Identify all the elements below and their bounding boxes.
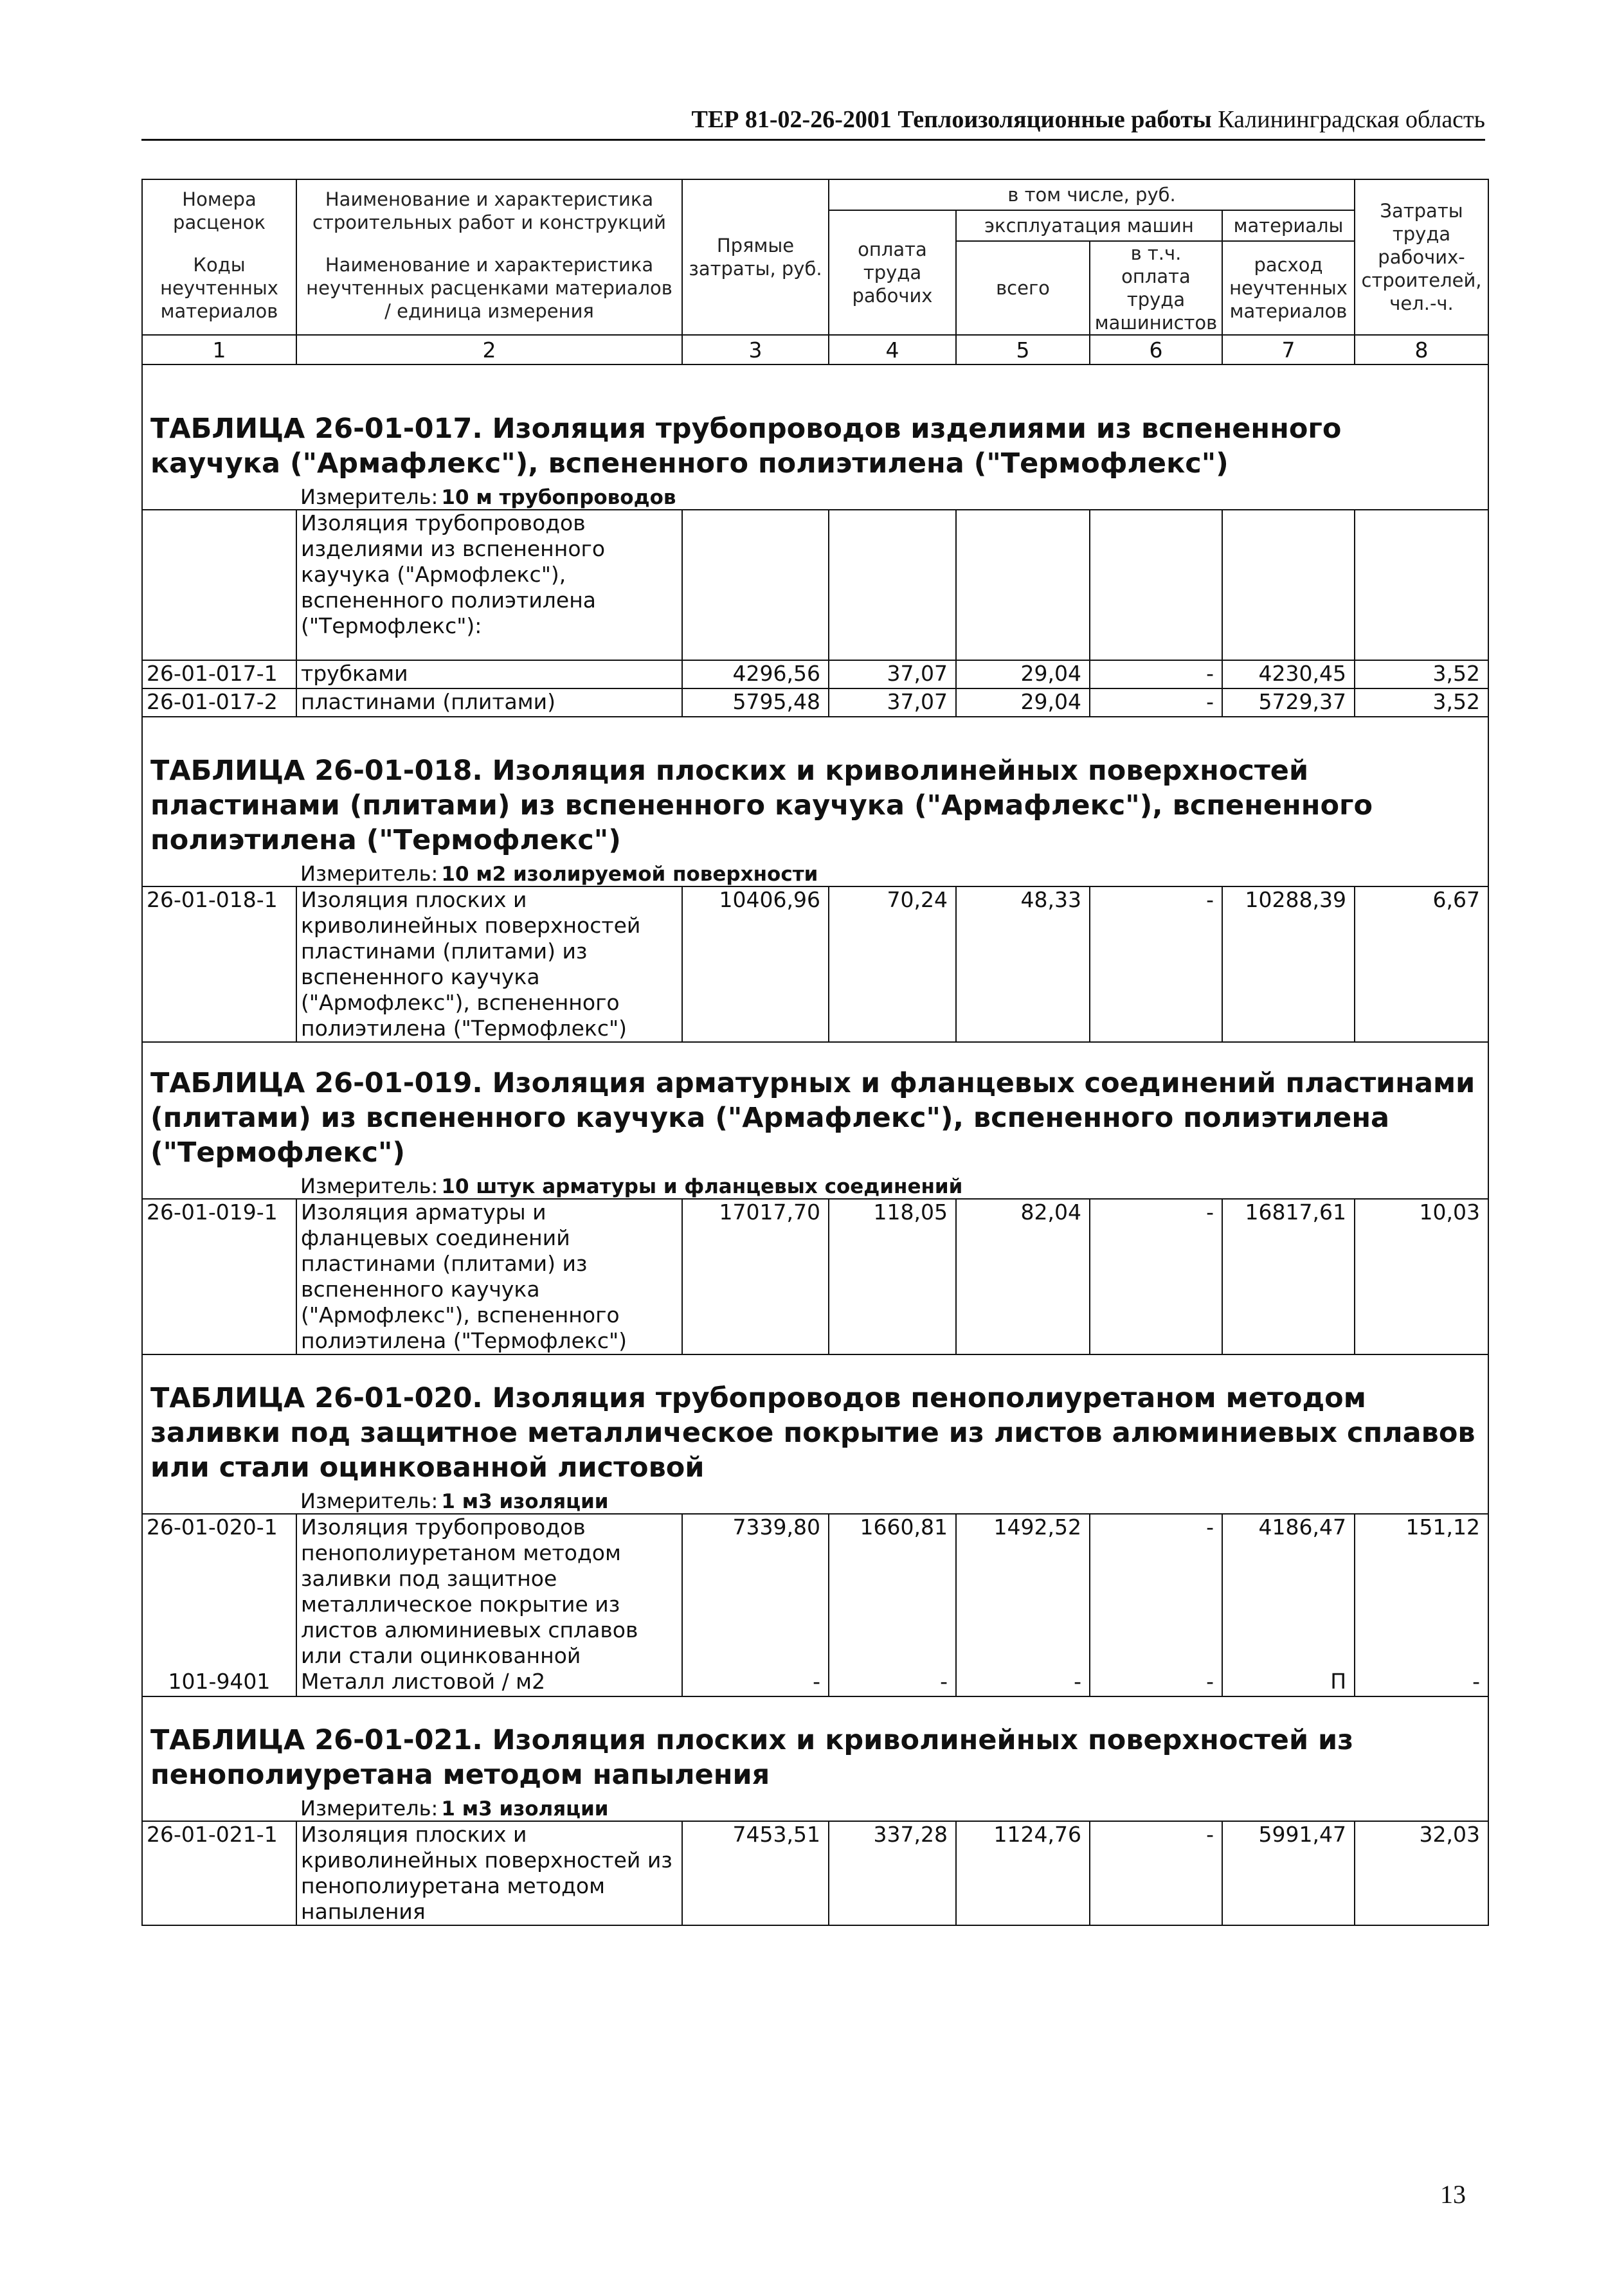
section-26-01-021 bbox=[142, 1696, 1488, 1792]
rate-code: 26-01-019-1 bbox=[142, 1199, 296, 1354]
material-code: 101-9401 bbox=[142, 1669, 296, 1696]
direct-costs: 5795,48 bbox=[682, 688, 829, 717]
rate-code: 26-01-020-1 bbox=[142, 1514, 296, 1669]
material-usage: 4230,45 bbox=[1222, 660, 1355, 688]
column-number: 7 bbox=[1222, 335, 1355, 364]
rate-name: Изоляция арматуры и фланцевых соединений пластинами (плитами) из вспененного каучука ("Армофлекс"), вспененного полиэтилена ("Термофлекс") bbox=[296, 1199, 682, 1354]
material-usage: 5729,37 bbox=[1222, 688, 1355, 717]
table-row bbox=[142, 1514, 1488, 1669]
section-26-01-018 bbox=[142, 717, 1488, 858]
table-row bbox=[142, 1669, 1488, 1696]
machines-total: 1492,52 bbox=[956, 1514, 1090, 1669]
table-row bbox=[142, 1199, 1488, 1354]
measure-label: Измеритель: bbox=[300, 1489, 438, 1513]
table-row bbox=[142, 510, 1488, 660]
worker-pay: - bbox=[829, 1669, 956, 1696]
rate-code: 26-01-021-1 bbox=[142, 1821, 296, 1925]
column-number: 1 bbox=[142, 335, 296, 364]
col-header-materials: материалы bbox=[1222, 210, 1355, 241]
direct-costs: 4296,56 bbox=[682, 660, 829, 688]
measure-label: Измеритель: bbox=[300, 1174, 438, 1198]
rate-code: 26-01-017-2 bbox=[142, 688, 296, 717]
col-header-material-codes: Коды неучтенных материалов bbox=[142, 241, 296, 335]
section-title: ТАБЛИЦА 26-01-017. Изоляция трубопроводов изделиями из вспененного каучука ("Армафлекс"), вспененного полиэтилена ("Термофлекс") bbox=[150, 413, 1342, 480]
col-header-rate-numbers: Номера расценок bbox=[142, 179, 296, 241]
labor-hours: 3,52 bbox=[1355, 660, 1488, 688]
section-title: ТАБЛИЦА 26-01-021. Изоляция плоских и криволинейных поверхностей из пенополиуретана методом напыления bbox=[150, 1724, 1354, 1791]
col-header-work-name: Наименование и характеристика строительных работ и конструкций bbox=[296, 179, 682, 241]
header-doc-code: ТЕР 81-02-26-2001 Теплоизоляционные работы bbox=[691, 106, 1212, 133]
material-name: Металл листовой / м2 bbox=[296, 1669, 682, 1696]
page-number: 13 bbox=[1440, 2180, 1466, 2209]
machinist-pay: - bbox=[1090, 1514, 1222, 1669]
machinist-pay: - bbox=[1090, 688, 1222, 717]
col-header-material-usage: расход неучтенных материалов bbox=[1222, 241, 1355, 335]
section-26-01-019 bbox=[142, 1042, 1488, 1170]
direct-costs: 10406,96 bbox=[682, 886, 829, 1042]
price-table bbox=[141, 179, 1489, 1926]
machines-total: 48,33 bbox=[956, 886, 1090, 1042]
labor-hours: 10,03 bbox=[1355, 1199, 1488, 1354]
machines-total: - bbox=[956, 1669, 1090, 1696]
labor-hours: 6,67 bbox=[1355, 886, 1488, 1042]
section-26-01-020 bbox=[142, 1354, 1488, 1485]
worker-pay: 70,24 bbox=[829, 886, 956, 1042]
measure-label: Измеритель: bbox=[300, 485, 438, 509]
section-title: ТАБЛИЦА 26-01-019. Изоляция арматурных и фланцевых соединений пластинами (плитами) из вспененного каучука ("Армафлекс"), вспененного полиэтилена ("Термофлекс") bbox=[150, 1067, 1475, 1169]
material-usage: 16817,61 bbox=[1222, 1199, 1355, 1354]
machines-total: 29,04 bbox=[956, 660, 1090, 688]
direct-costs: 7453,51 bbox=[682, 1821, 829, 1925]
rate-name: пластинами (плитами) bbox=[296, 688, 682, 717]
worker-pay: 37,07 bbox=[829, 688, 956, 717]
machines-total: 29,04 bbox=[956, 688, 1090, 717]
running-header bbox=[141, 103, 1485, 141]
table-row bbox=[142, 1821, 1488, 1925]
labor-hours: 151,12 bbox=[1355, 1514, 1488, 1669]
group-description: Изоляция трубопроводов изделиями из вспененного каучука ("Армофлекс"), вспененного полиэтилена ("Термофлекс"): bbox=[296, 510, 682, 660]
col-header-machinist-pay: в т.ч. оплата труда машинистов bbox=[1090, 241, 1222, 335]
col-header-labor: Затраты труда рабочих-строителей, чел.-ч. bbox=[1355, 179, 1488, 335]
measure-label: Измеритель: bbox=[300, 1796, 438, 1821]
measure-unit: 10 м2 изолируемой поверхности bbox=[441, 863, 818, 886]
section-title: ТАБЛИЦА 26-01-018. Изоляция плоских и криволинейных поверхностей пластинами (плитами) из вспененного каучука ("Армафлекс"), вспененного полиэтилена ("Термофлекс") bbox=[150, 755, 1373, 856]
col-header-including: в том числе, руб. bbox=[829, 179, 1355, 210]
material-usage: 4186,47 bbox=[1222, 1514, 1355, 1669]
measure-unit: 10 м трубопроводов bbox=[441, 486, 676, 509]
rate-code: 26-01-017-1 bbox=[142, 660, 296, 688]
labor-hours: - bbox=[1355, 1669, 1488, 1696]
column-number: 2 bbox=[296, 335, 682, 364]
table-row bbox=[142, 688, 1488, 717]
worker-pay: 37,07 bbox=[829, 660, 956, 688]
direct-costs: 17017,70 bbox=[682, 1199, 829, 1354]
machines-total: 82,04 bbox=[956, 1199, 1090, 1354]
column-number: 6 bbox=[1090, 335, 1222, 364]
measure-unit: 1 м3 изоляции bbox=[441, 1490, 609, 1513]
section-26-01-017 bbox=[142, 397, 1488, 481]
machines-total: 1124,76 bbox=[956, 1821, 1090, 1925]
rate-code: 26-01-018-1 bbox=[142, 886, 296, 1042]
rate-name: Изоляция плоских и криволинейных поверхностей из пенополиуретана методом напыления bbox=[296, 1821, 682, 1925]
col-header-machines: эксплуатация машин bbox=[956, 210, 1222, 241]
col-header-direct-costs: Прямые затраты, руб. bbox=[682, 179, 829, 335]
labor-hours: 32,03 bbox=[1355, 1821, 1488, 1925]
header-region: Калининградская область bbox=[1218, 106, 1485, 133]
col-header-worker-pay: оплата труда рабочих bbox=[829, 210, 956, 335]
labor-hours: 3,52 bbox=[1355, 688, 1488, 717]
machinist-pay: - bbox=[1090, 1669, 1222, 1696]
col-header-machines-total: всего bbox=[956, 241, 1090, 335]
table-row bbox=[142, 886, 1488, 1042]
table-row bbox=[142, 660, 1488, 688]
machinist-pay: - bbox=[1090, 660, 1222, 688]
section-title: ТАБЛИЦА 26-01-020. Изоляция трубопроводов пенополиуретаном методом заливки под защитное металлическое покрытие из листов алюминиевых сплавов или стали оцинкованной листовой bbox=[150, 1382, 1475, 1484]
column-number: 5 bbox=[956, 335, 1090, 364]
machinist-pay: - bbox=[1090, 886, 1222, 1042]
machinist-pay: - bbox=[1090, 1199, 1222, 1354]
column-number: 3 bbox=[682, 335, 829, 364]
material-usage: 5991,47 bbox=[1222, 1821, 1355, 1925]
worker-pay: 1660,81 bbox=[829, 1514, 956, 1669]
measure-unit: 1 м3 изоляции bbox=[441, 1797, 609, 1821]
column-number: 4 bbox=[829, 335, 956, 364]
rate-name: Изоляция трубопроводов пенополиуретаном методом заливки под защитное металлическое покрытие из листов алюминиевых сплавов или стали оцинкованной bbox=[296, 1514, 682, 1669]
rate-name: трубками bbox=[296, 660, 682, 688]
worker-pay: 118,05 bbox=[829, 1199, 956, 1354]
column-numbers-row bbox=[142, 335, 1488, 364]
direct-costs: 7339,80 bbox=[682, 1514, 829, 1669]
col-header-material-names: Наименование и характеристика неучтенных расценками материалов / единица измерения bbox=[296, 241, 682, 335]
worker-pay: 337,28 bbox=[829, 1821, 956, 1925]
measure-label: Измеритель: bbox=[300, 861, 438, 886]
column-number: 8 bbox=[1355, 335, 1488, 364]
machinist-pay: - bbox=[1090, 1821, 1222, 1925]
material-usage: 10288,39 bbox=[1222, 886, 1355, 1042]
direct-costs: - bbox=[682, 1669, 829, 1696]
header-text bbox=[691, 105, 1485, 134]
measure-unit: 10 штук арматуры и фланцевых соединений bbox=[441, 1175, 963, 1198]
material-usage: П bbox=[1222, 1669, 1355, 1696]
rate-name: Изоляция плоских и криволинейных поверхностей пластинами (плитами) из вспененного каучука ("Армофлекс"), вспененного полиэтилена ("Термофлекс") bbox=[296, 886, 682, 1042]
